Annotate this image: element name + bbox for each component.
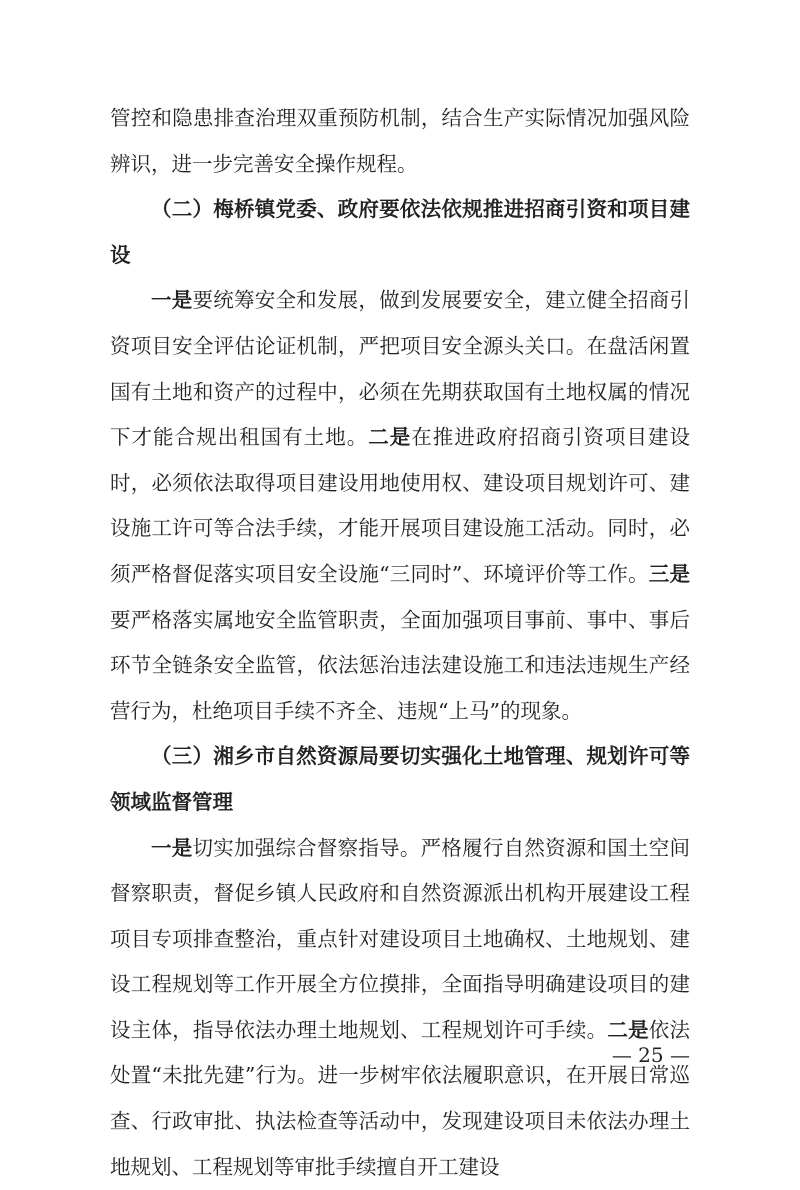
section-heading-3: （三）湘乡市自然资源局要切实强化土地管理、规划许可等领域监督管理 [110,734,690,825]
paragraph-3-text-1: 切实加强综合督察指导。严格履行自然资源和国土空间督察职责，督促乡镇人民政府和自然资源派出机构开展建设工程项目专项排查整治，重点针对建设项目土地确权、土地规划、建设工程规划等工作开展全方位摸排，全面指导明确建设项目的建设主体，指导依法办理土地规划、工程规划许可手续。 [110,836,690,1042]
paragraph-2 [110,278,690,734]
paragraph-2-text-1: 要统筹安全和发展，做到发展要安全，建立健全招商引资项目安全评估论证机制，严把项目安全源头关口。在盘活闲置国有土地和资产的过程中，必须在先期获取国有土地权属的情况下才能合规出租国有土地。 [110,288,690,449]
section-heading-2: （二）梅桥镇党委、政府要依法依规推进招商引资和项目建设 [110,187,690,278]
lead-first-3: 一是 [151,836,192,860]
lead-first: 一是 [151,288,192,312]
paragraph-3-text-2: 依法处置“未批先建”行为。进一步树牢依法履职意识，在开展日常巡查、行政审批、执法检查等活动中，发现建设项目未依法办理土地规划、工程规划等审批手续擅自开工建设 [110,1018,690,1179]
lead-second: 二是 [368,425,411,449]
lead-third: 三是 [649,562,690,586]
lead-second-3: 二是 [607,1018,648,1042]
page-number: — 25 — [612,1043,690,1067]
paragraph-continuation: 管控和隐患排查治理双重预防机制，结合生产实际情况加强风险辨识，进一步完善安全操作规程。 [110,96,690,187]
body-text [110,96,690,1190]
paragraph-2-text-2: 在推进政府招商引资项目建设时，必须依法取得项目建设用地使用权、建设项目规划许可、建设施工许可等合法手续，才能开展项目建设施工活动。同时，必须严格督促落实项目安全设施“三同时”、环境评价等工作。 [110,425,690,586]
paragraph-3 [110,826,690,1190]
paragraph-2-text-3: 要严格落实属地安全监管职责，全面加强项目事前、事中、事后环节全链条安全监管，依法惩治违法建设施工和违法违规生产经营行为，杜绝项目手续不齐全、违规“上马”的现象。 [110,608,690,723]
